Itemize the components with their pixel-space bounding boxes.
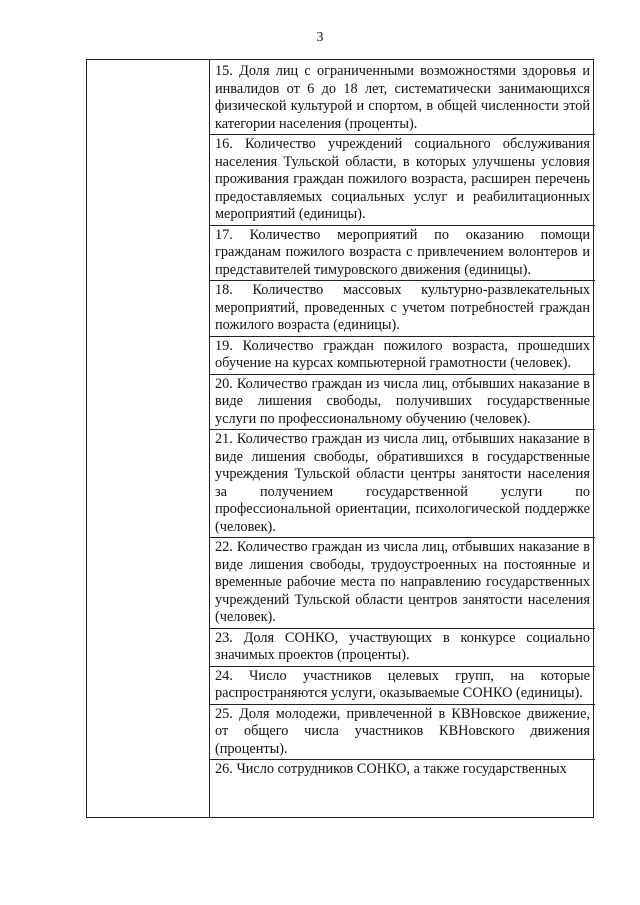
indicator-item-22: 22. Количество граждан из числа лиц, отбывших наказание в виде лишения свободы, трудоустроенных на постоянные и временные рабочие места по направлению государственных учреждений Тульской области центров занятости населения (человек). [210, 539, 595, 629]
indicator-item-20: 20. Количество граждан из числа лиц, отбывших наказание в виде лишения свободы, получивших государственные услуги по профессиональному обучению (человек). [210, 376, 595, 431]
indicator-item-18: 18. Количество массовых культурно-развлекательных мероприятий, проведенных с учетом потребностей граждан пожилого возраста (единицы). [210, 282, 595, 337]
indicator-item-26: 26. Число сотрудников СОНКО, а также государственных [215, 761, 567, 777]
indicator-item-23: 23. Доля СОНКО, участвующих в конкурсе социально значимых проектов (проценты). [210, 630, 595, 667]
table-left-column [87, 60, 210, 817]
page-number: 3 [316, 30, 324, 45]
indicator-item-21: 21. Количество граждан из числа лиц, отбывших наказание в виде лишения свободы, обратившихся в государственные учреждения Тульской области центры занятости населения за получением государственной услуги по профессиональной ориентации, психологической поддержке (человек). [210, 431, 595, 538]
table-right-column [210, 60, 595, 817]
indicator-item-16: 16. Количество учреждений социального обслуживания населения Тульской области, в которых улучшены условия проживания граждан пожилого возраста, расширен перечень предоставляемых социальных услуг и реабилитационных мероприятий (единицы). [210, 136, 595, 226]
indicator-item-19: 19. Количество граждан пожилого возраста, прошедших обучение на курсах компьютерной грамотности (человек). [210, 338, 595, 375]
indicator-item-17: 17. Количество мероприятий по оказанию помощи гражданам пожилого возраста с привлечением волонтеров и представителей тимуровского движения (единицы). [210, 227, 595, 282]
indicator-item-24: 24. Число участников целевых групп, на которые распространяются услуги, оказываемые СОНКО (единицы). [210, 668, 595, 705]
indicator-item-15: 15. Доля лиц с ограниченными возможностями здоровья и инвалидов от 6 до 18 лет, систематически занимающихся физической культурой и спортом, в общей численности этой категории населения (проценты). [210, 63, 595, 135]
indicators-table [86, 59, 594, 818]
indicator-item-25: 25. Доля молодежи, привлеченной в КВНовское движение, от общего числа участников КВНовского движения (проценты). [210, 706, 595, 761]
